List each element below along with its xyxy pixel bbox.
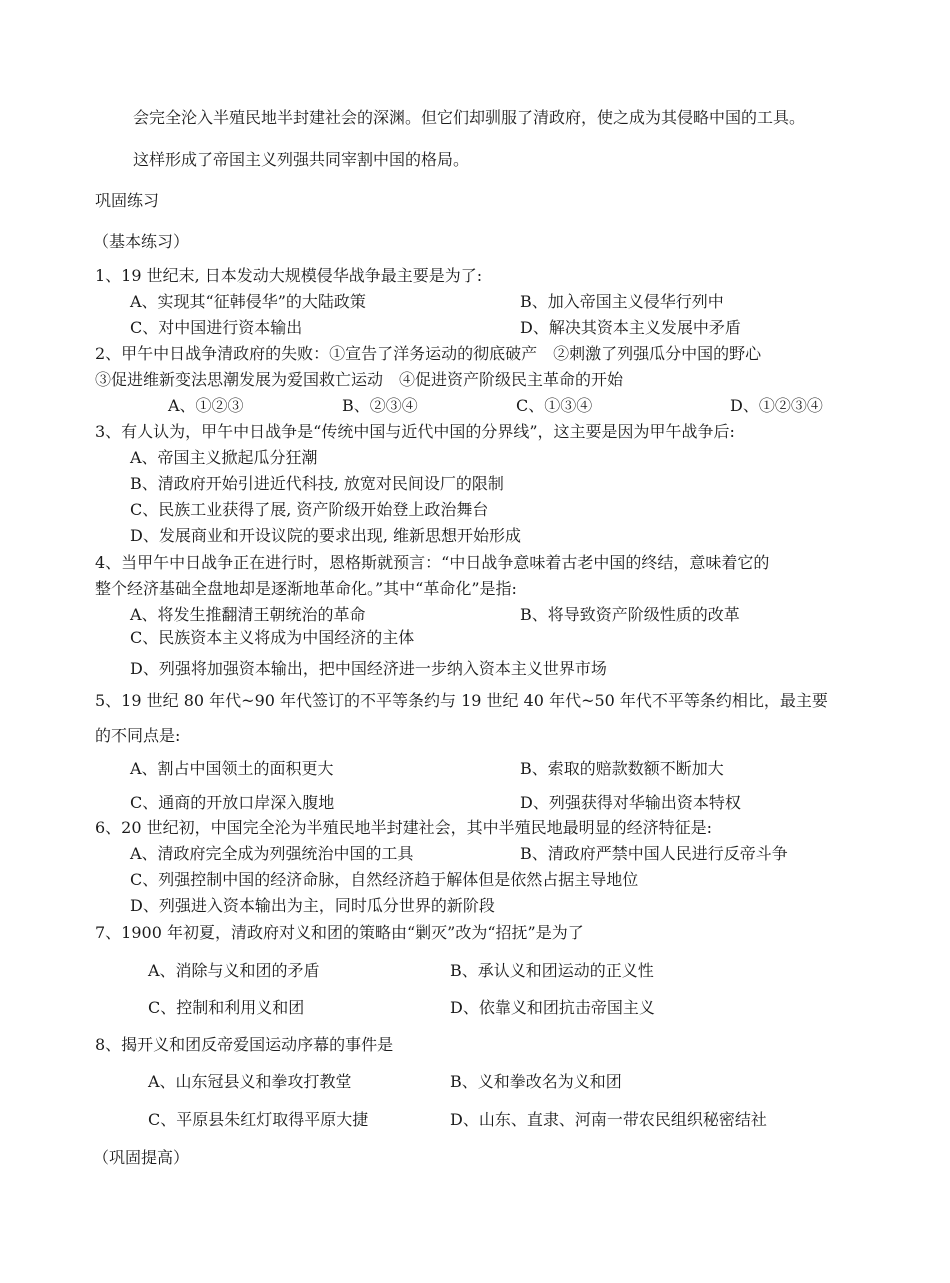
intro-line-2: 这样形成了帝国主义列强共同宰割中国的格局。 bbox=[133, 150, 470, 169]
question-8-stem: 8、揭开义和团反帝爱国运动序幕的事件是 bbox=[95, 1035, 394, 1054]
question-7-option-d: D、依靠义和团抗击帝国主义 bbox=[450, 998, 655, 1017]
question-6-option-d: D、列强进入资本输出为主，同时瓜分世界的新阶段 bbox=[130, 896, 495, 915]
question-6-option-c: C、列强控制中国的经济命脉，自然经济趋于解体但是依然占据主导地位 bbox=[130, 870, 639, 889]
question-6-option-b: B、清政府严禁中国人民进行反帝斗争 bbox=[520, 844, 788, 863]
question-5-stem-line-1: 5、19 世纪 80 年代~90 年代签订的不平等条约与 19 世纪 40 年代~50 年代不平等条约相比，最主要 bbox=[95, 691, 828, 710]
question-5-option-b: B、索取的赔款数额不断加大 bbox=[520, 759, 724, 778]
question-1-option-c: C、对中国进行资本输出 bbox=[130, 318, 303, 337]
question-6-stem: 6、20 世纪初，中国完全沦为半殖民地半封建社会，其中半殖民地最明显的经济特征是: bbox=[95, 818, 713, 837]
question-5-stem-line-2: 的不同点是: bbox=[95, 726, 181, 745]
basic-practice-heading: （基本练习） bbox=[93, 232, 190, 251]
question-1-stem: 1、19 世纪末, 日本发动大规模侵华战争最主要是为了: bbox=[95, 266, 483, 285]
question-3-option-c: C、民族工业获得了展, 资产阶级开始登上政治舞台 bbox=[130, 500, 489, 519]
question-6-option-a: A、清政府完全成为列强统治中国的工具 bbox=[130, 844, 414, 863]
question-2-option-c: C、①③④ bbox=[516, 396, 593, 415]
question-7-stem: 7、1900 年初夏，清政府对义和团的策略由“剿灭”改为“招抚”是为了 bbox=[95, 923, 584, 942]
question-2-stem-line-2: ③促进维新变法思潮发展为爱国救亡运动 ④促进资产阶级民主革命的开始 bbox=[95, 370, 624, 389]
question-4-option-b: B、将导致资产阶级性质的改革 bbox=[520, 605, 740, 624]
question-8-option-c: C、平原县朱红灯取得平原大捷 bbox=[148, 1110, 369, 1129]
question-2-stem-line-1: 2、甲午中日战争清政府的失败：①宣告了洋务运动的彻底破产 ②刺激了列强瓜分中国的野心 bbox=[95, 344, 762, 363]
question-1-option-d: D、解决其资本主义发展中矛盾 bbox=[520, 318, 741, 337]
question-4-stem-line-1: 4、当甲午中日战争正在进行时，恩格斯就预言：“中日战争意味着古老中国的终结，意味着它的 bbox=[95, 553, 770, 572]
question-1-option-a: A、实现其“征韩侵华”的大陆政策 bbox=[130, 292, 366, 311]
question-4-option-d: D、列强将加强资本输出，把中国经济进一步纳入资本主义世界市场 bbox=[130, 659, 607, 678]
question-8-option-d: D、山东、直隶、河南一带农民组织秘密结社 bbox=[450, 1110, 767, 1129]
question-4-stem-line-2: 整个经济基础全盘地却是逐渐地革命化。”其中“革命化”是指: bbox=[95, 579, 517, 598]
question-5-option-d: D、列强获得对华输出资本特权 bbox=[520, 793, 741, 812]
question-2-option-a: A、①②③ bbox=[168, 396, 244, 415]
question-3-option-b: B、清政府开始引进近代科技, 放宽对民间设厂的限制 bbox=[130, 474, 504, 493]
question-3-stem: 3、有人认为，甲午中日战争是“传统中国与近代中国的分界线”，这主要是因为甲午战争后: bbox=[95, 422, 735, 441]
question-8-option-b: B、义和拳改名为义和团 bbox=[450, 1072, 622, 1091]
question-5-option-c: C、通商的开放口岸深入腹地 bbox=[130, 793, 335, 812]
question-2-option-d: D、①②③④ bbox=[730, 396, 823, 415]
question-5-option-a: A、割占中国领土的面积更大 bbox=[130, 759, 334, 778]
question-3-option-a: A、帝国主义掀起瓜分狂潮 bbox=[130, 448, 318, 467]
question-1-option-b: B、加入帝国主义侵华行列中 bbox=[520, 292, 724, 311]
question-7-option-b: B、承认义和团运动的正义性 bbox=[450, 961, 654, 980]
question-4-option-c: C、民族资本主义将成为中国经济的主体 bbox=[130, 628, 415, 647]
question-4-option-a: A、将发生推翻清王朝统治的革命 bbox=[130, 605, 366, 624]
question-2-option-b: B、②③④ bbox=[342, 396, 418, 415]
question-7-option-a: A、消除与义和团的矛盾 bbox=[148, 961, 320, 980]
section-title: 巩固练习 bbox=[95, 191, 160, 210]
question-7-option-c: C、控制和利用义和团 bbox=[148, 998, 305, 1017]
question-3-option-d: D、发展商业和开设议院的要求出现, 维新思想开始形成 bbox=[130, 526, 522, 545]
intro-line-1: 会完全沦入半殖民地半封建社会的深渊。但它们却驯服了清政府，使之成为其侵略中国的工具。 bbox=[133, 108, 806, 127]
question-8-option-a: A、山东冠县义和拳攻打教堂 bbox=[148, 1072, 352, 1091]
advanced-practice-heading: （巩固提高） bbox=[93, 1148, 190, 1167]
